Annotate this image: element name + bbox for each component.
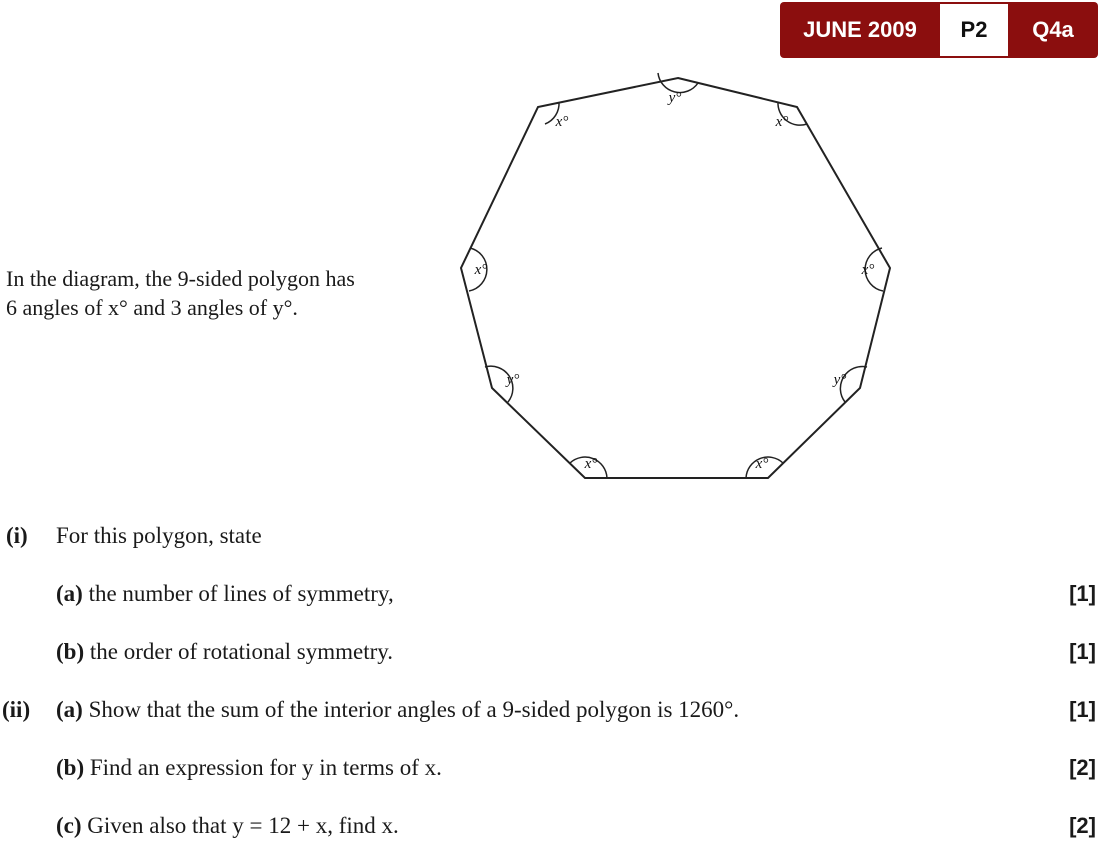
angle-label-bottom-left: x° <box>584 456 598 472</box>
question-text: the order of rotational symmetry. <box>84 639 394 664</box>
angle-labels <box>474 90 875 472</box>
marks-label: [1] <box>1069 639 1096 664</box>
angle-label-right: x° <box>861 262 875 278</box>
angle-arcs <box>469 73 883 478</box>
marks-label: [2] <box>1069 813 1096 838</box>
paper-number: P2 <box>940 4 1008 56</box>
question-ii-b <box>0 755 1100 785</box>
question-number-label: (ii) <box>2 697 31 722</box>
nonagon-outline <box>461 78 890 478</box>
marks-label: [2] <box>1069 755 1096 780</box>
marks-label: [1] <box>1069 697 1096 722</box>
part-label: (a) <box>56 697 83 722</box>
question-text: Find an expression for y in terms of x. <box>84 755 442 780</box>
question-ii-a <box>0 697 1100 727</box>
problem-statement-line-1: In the diagram, the 9-sided polygon has <box>6 266 355 291</box>
angle-label-bottom-right: x° <box>755 456 769 472</box>
part-label: (b) <box>56 639 85 664</box>
angle-label-lower-left: y° <box>506 372 520 388</box>
question-number-label: (i) <box>6 523 28 548</box>
exam-date: JUNE 2009 <box>803 17 917 42</box>
question-i-a <box>0 581 1100 611</box>
part-label: (b) <box>56 755 85 780</box>
question-number: Q4a <box>1032 17 1074 42</box>
question-text: Given also that y = 12 + x, find x. <box>81 813 399 838</box>
angle-label-left: x° <box>474 262 488 278</box>
part-label: (a) <box>56 581 83 606</box>
angle-label-upper-right: x° <box>775 114 789 130</box>
question-i-b <box>0 639 1100 669</box>
question-text: For this polygon, state <box>56 523 262 548</box>
angle-label-lower-right: y° <box>833 372 847 388</box>
question-text: the number of lines of symmetry, <box>82 581 394 606</box>
question-text: Show that the sum of the interior angles of a 9-sided polygon is 1260°. <box>82 697 740 722</box>
problem-statement-line-2: 6 angles of x° and 3 angles of y°. <box>6 295 298 320</box>
question-ii-c <box>0 813 1100 843</box>
angle-label-upper-left: x° <box>555 114 569 130</box>
question-i <box>0 523 1100 553</box>
part-label: (c) <box>56 813 82 838</box>
angle-label-top: y° <box>668 90 682 106</box>
marks-label: [1] <box>1069 581 1096 606</box>
